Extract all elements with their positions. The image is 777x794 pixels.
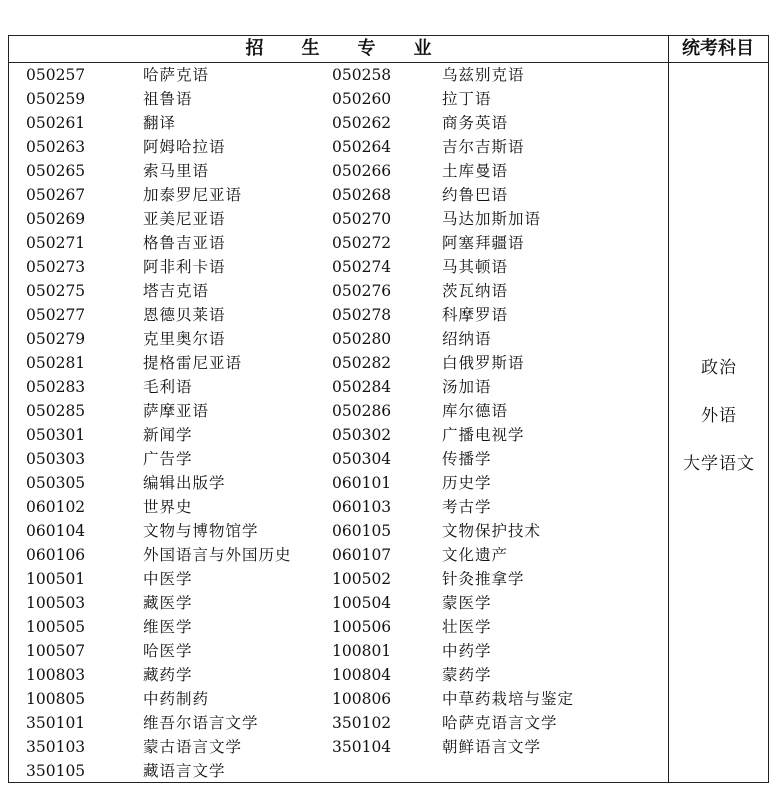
major-code: 050301 [26, 426, 86, 444]
major-name: 文化遗产 [442, 546, 509, 564]
major-code: 060102 [26, 498, 86, 516]
major-name: 绍纳语 [442, 330, 492, 348]
table-row [9, 663, 668, 687]
major-code: 050266 [332, 162, 392, 180]
table-row [9, 183, 668, 207]
table-row [9, 759, 668, 783]
major-name: 阿姆哈拉语 [143, 138, 226, 156]
major-name: 藏药学 [143, 666, 193, 684]
major-name: 蒙古语言文学 [143, 738, 243, 756]
major-name: 新闻学 [143, 426, 193, 444]
major-name: 蒙药学 [442, 666, 492, 684]
major-code: 050273 [26, 258, 86, 276]
major-code: 050269 [26, 210, 86, 228]
major-code: 050268 [332, 186, 392, 204]
table-row [9, 375, 668, 399]
major-name: 萨摩亚语 [143, 402, 210, 420]
major-name: 科摩罗语 [442, 306, 509, 324]
major-code: 100803 [26, 666, 86, 684]
major-name: 蒙医学 [442, 594, 492, 612]
major-code: 060101 [332, 474, 392, 492]
major-name: 索马里语 [143, 162, 210, 180]
major-code: 050305 [26, 474, 86, 492]
major-code: 350102 [332, 714, 392, 732]
table-row [9, 639, 668, 663]
major-code: 050280 [332, 330, 392, 348]
major-name: 亚美尼亚语 [143, 210, 226, 228]
major-code: 350104 [332, 738, 392, 756]
major-name: 商务英语 [442, 114, 509, 132]
major-name: 土库曼语 [442, 162, 509, 180]
major-name: 中药制药 [143, 690, 210, 708]
major-name: 加泰罗尼亚语 [143, 186, 243, 204]
major-name: 维吾尔语言文学 [143, 714, 259, 732]
major-name: 拉丁语 [442, 90, 492, 108]
table-row [9, 159, 668, 183]
major-code: 050281 [26, 354, 86, 372]
major-code: 350103 [26, 738, 86, 756]
major-name: 外国语言与外国历史 [143, 546, 292, 564]
table-row [9, 615, 668, 639]
table-row [9, 519, 668, 543]
table-row [9, 711, 668, 735]
subject-college-chinese: 大学语文 [683, 454, 755, 474]
major-code: 050274 [332, 258, 392, 276]
major-code: 060105 [332, 522, 392, 540]
major-code: 100806 [332, 690, 392, 708]
table-row [9, 303, 668, 327]
major-code: 050272 [332, 234, 392, 252]
major-name: 汤加语 [442, 378, 492, 396]
table-row [9, 279, 668, 303]
major-code: 350101 [26, 714, 86, 732]
major-code: 050276 [332, 282, 392, 300]
table-row [9, 687, 668, 711]
major-code: 100503 [26, 594, 86, 612]
major-code: 050271 [26, 234, 86, 252]
major-name: 塔吉克语 [143, 282, 210, 300]
major-name: 藏医学 [143, 594, 193, 612]
major-code: 050265 [26, 162, 86, 180]
major-name: 哈萨克语言文学 [442, 714, 558, 732]
column-divider [668, 36, 669, 782]
major-name: 约鲁巴语 [442, 186, 509, 204]
majors-list [9, 63, 668, 783]
major-name: 广告学 [143, 450, 193, 468]
major-code: 050275 [26, 282, 86, 300]
major-name: 中药学 [442, 642, 492, 660]
major-name: 马其顿语 [442, 258, 509, 276]
major-name: 文物保护技术 [442, 522, 542, 540]
major-name: 库尔德语 [442, 402, 509, 420]
major-name: 编辑出版学 [143, 474, 226, 492]
table-row [9, 735, 668, 759]
major-name: 世界史 [143, 498, 193, 516]
table-row [9, 231, 668, 255]
major-name: 恩德贝莱语 [143, 306, 226, 324]
major-code: 050259 [26, 90, 86, 108]
major-name: 白俄罗斯语 [442, 354, 525, 372]
major-name: 考古学 [442, 498, 492, 516]
table-row [9, 135, 668, 159]
table-row [9, 423, 668, 447]
major-code: 050304 [332, 450, 392, 468]
major-name: 哈医学 [143, 642, 193, 660]
table-row [9, 327, 668, 351]
major-name: 藏语言文学 [143, 762, 226, 780]
major-name: 阿塞拜疆语 [442, 234, 525, 252]
major-name: 广播电视学 [442, 426, 525, 444]
major-code: 050285 [26, 402, 86, 420]
major-code: 050262 [332, 114, 392, 132]
major-code: 050263 [26, 138, 86, 156]
major-name: 针灸推拿学 [442, 570, 525, 588]
subject-politics: 政治 [701, 358, 737, 378]
major-code: 100506 [332, 618, 392, 636]
table-row [9, 471, 668, 495]
table-row [9, 399, 668, 423]
major-name: 格鲁吉亚语 [143, 234, 226, 252]
table-row [9, 255, 668, 279]
major-code: 100501 [26, 570, 86, 588]
major-code: 050267 [26, 186, 86, 204]
major-code: 100805 [26, 690, 86, 708]
major-code: 350105 [26, 762, 86, 780]
major-code: 100801 [332, 642, 392, 660]
major-name: 吉尔吉斯语 [442, 138, 525, 156]
table-row [9, 543, 668, 567]
major-name: 朝鲜语言文学 [442, 738, 542, 756]
table-row [9, 495, 668, 519]
header-major: 招生专业 [245, 38, 470, 59]
major-code: 050302 [332, 426, 392, 444]
major-code: 050283 [26, 378, 86, 396]
major-code: 050286 [332, 402, 392, 420]
major-code: 050277 [26, 306, 86, 324]
major-code: 100505 [26, 618, 86, 636]
major-code: 050261 [26, 114, 86, 132]
major-code: 050257 [26, 66, 86, 84]
major-code: 060106 [26, 546, 86, 564]
major-code: 050303 [26, 450, 86, 468]
subject-foreign-language: 外语 [701, 406, 737, 426]
major-name: 文物与博物馆学 [143, 522, 259, 540]
major-code: 060104 [26, 522, 86, 540]
major-name: 哈萨克语 [143, 66, 210, 84]
major-name: 祖鲁语 [143, 90, 193, 108]
table-row [9, 447, 668, 471]
major-name: 提格雷尼亚语 [143, 354, 243, 372]
table-header [9, 36, 768, 63]
major-name: 茨瓦纳语 [442, 282, 509, 300]
major-code: 060107 [332, 546, 392, 564]
major-code: 050258 [332, 66, 392, 84]
table-row [9, 87, 668, 111]
table-row [9, 567, 668, 591]
major-name: 维医学 [143, 618, 193, 636]
major-code: 100504 [332, 594, 392, 612]
table-row [9, 63, 668, 87]
major-name: 壮医学 [442, 618, 492, 636]
major-code: 050284 [332, 378, 392, 396]
major-name: 阿非利卡语 [143, 258, 226, 276]
major-code: 100804 [332, 666, 392, 684]
table-row [9, 207, 668, 231]
header-subjects: 统考科目 [682, 38, 754, 59]
majors-table [8, 35, 769, 783]
major-name: 克里奥尔语 [143, 330, 226, 348]
major-name: 历史学 [442, 474, 492, 492]
major-name: 马达加斯加语 [442, 210, 542, 228]
major-code: 050279 [26, 330, 86, 348]
major-name: 毛利语 [143, 378, 193, 396]
major-code: 050264 [332, 138, 392, 156]
major-code: 100507 [26, 642, 86, 660]
major-code: 050260 [332, 90, 392, 108]
major-code: 100502 [332, 570, 392, 588]
major-code: 050278 [332, 306, 392, 324]
table-row [9, 591, 668, 615]
table-row [9, 351, 668, 375]
table-row [9, 111, 668, 135]
major-name: 中医学 [143, 570, 193, 588]
major-name: 乌兹别克语 [442, 66, 525, 84]
major-name: 传播学 [442, 450, 492, 468]
exam-subjects [670, 356, 768, 500]
major-code: 060103 [332, 498, 392, 516]
major-code: 050270 [332, 210, 392, 228]
major-code: 050282 [332, 354, 392, 372]
major-name: 中草药栽培与鉴定 [442, 690, 575, 708]
major-name: 翻译 [143, 114, 177, 132]
